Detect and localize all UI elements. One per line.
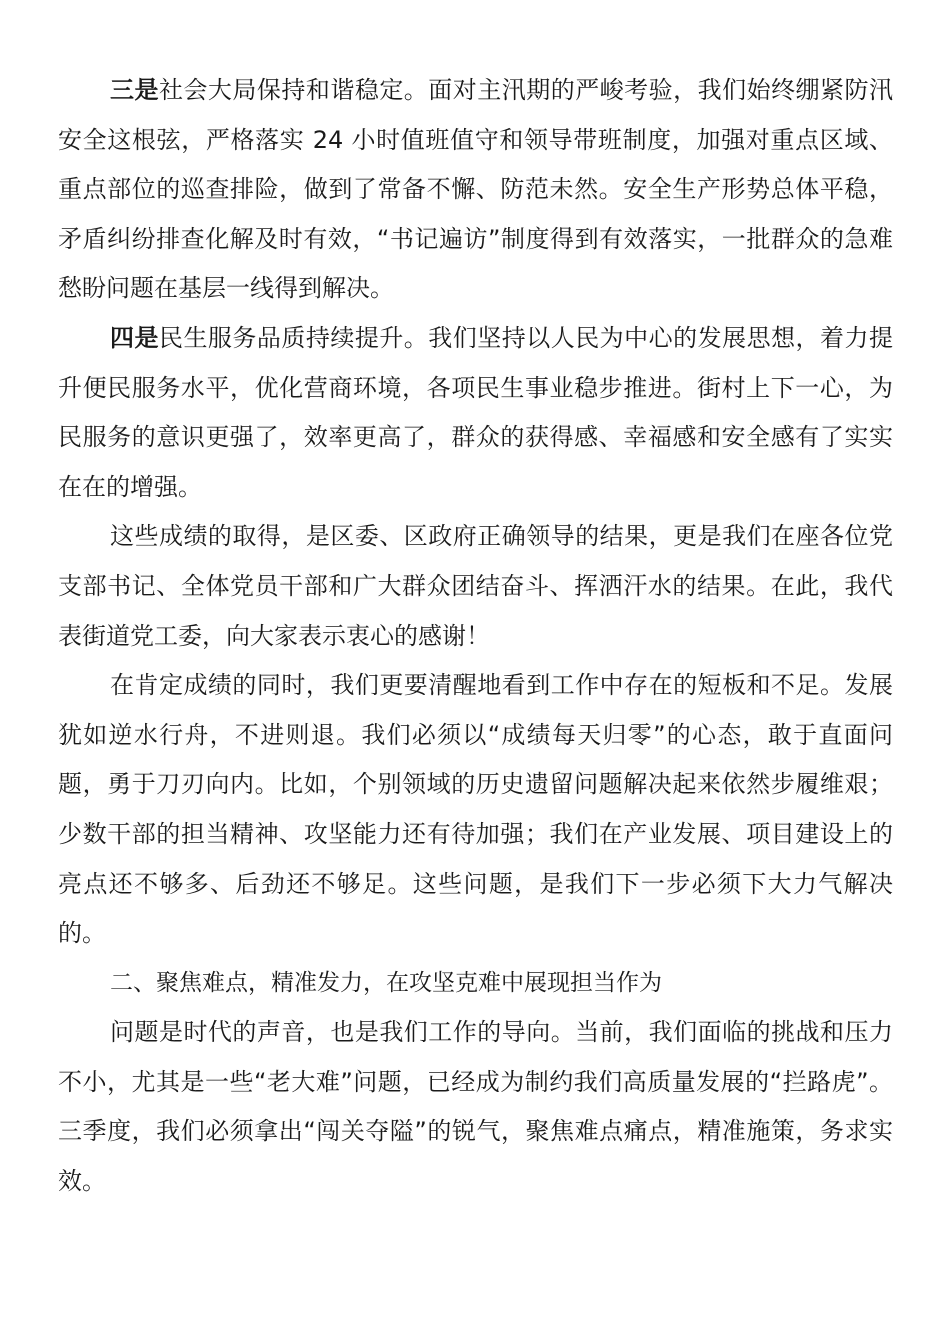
paragraph-text: 在肯定成绩的同时，我们更要清醒地看到工作中存在的短板和不足。发展犹如逆水行舟，不进则退。我们必须以“成绩每天归零”的心态，敢于直面问题，勇于刀刃向内。比如，个别领域的历史遗留问题解决起来依然步履维艰；少数干部的担当精神、攻坚能力还有待加强；我们在产业发展、项目建设上的亮点还不够多、后劲还不够足。这些问题，是我们下一步必须下大力气解决的。 [58,671,893,948]
paragraph-item-3 [58,66,893,314]
paragraph-text: 民生服务品质持续提升。我们坚持以人民为中心的发展思想，着力提升便民服务水平，优化营商环境，各项民生事业稳步推进。街村上下一心，为民服务的意识更强了，效率更高了，群众的获得感、幸福感和安全感有了实实在在的增强。 [58,323,893,501]
section-heading [58,959,893,1009]
paragraph-achievements [58,512,893,661]
paragraph-lead: 三是 [110,76,159,104]
paragraph-text: 这些成绩的取得，是区委、区政府正确领导的结果，更是我们在座各位党支部书记、全体党员干部和广大群众团结奋斗、挥洒汗水的结果。在此，我代表街道党工委，向大家表示衷心的感谢！ [58,522,893,650]
paragraph-lead: 四是 [110,323,159,352]
section-heading-text: 二、聚焦难点，精准发力，在攻坚克难中展现担当作为 [110,969,662,996]
paragraph-shortcomings [58,661,893,959]
document-body [58,66,893,1207]
paragraph-challenges [58,1008,893,1206]
paragraph-text: 社会大局保持和谐稳定。面对主汛期的严峻考验，我们始终绷紧防汛安全这根弦，严格落实 24 小时值班值守和领导带班制度，加强对重点区域、重点部位的巡查排险，做到了常备不懈、防范未然。安全生产形势总体平稳，矛盾纠纷排查化解及时有效，“书记遍访”制度得到有效落实，一批群众的急难愁盼问题在基层一线得到解决。 [58,76,893,303]
paragraph-item-4 [58,314,893,512]
paragraph-text: 问题是时代的声音，也是我们工作的导向。当前，我们面临的挑战和压力不小，尤其是一些“老大难”问题，已经成为制约我们高质量发展的“拦路虎”。三季度，我们必须拿出“闯关夺隘”的锐气，聚焦难点痛点，精准施策，务求实效。 [58,1018,893,1196]
